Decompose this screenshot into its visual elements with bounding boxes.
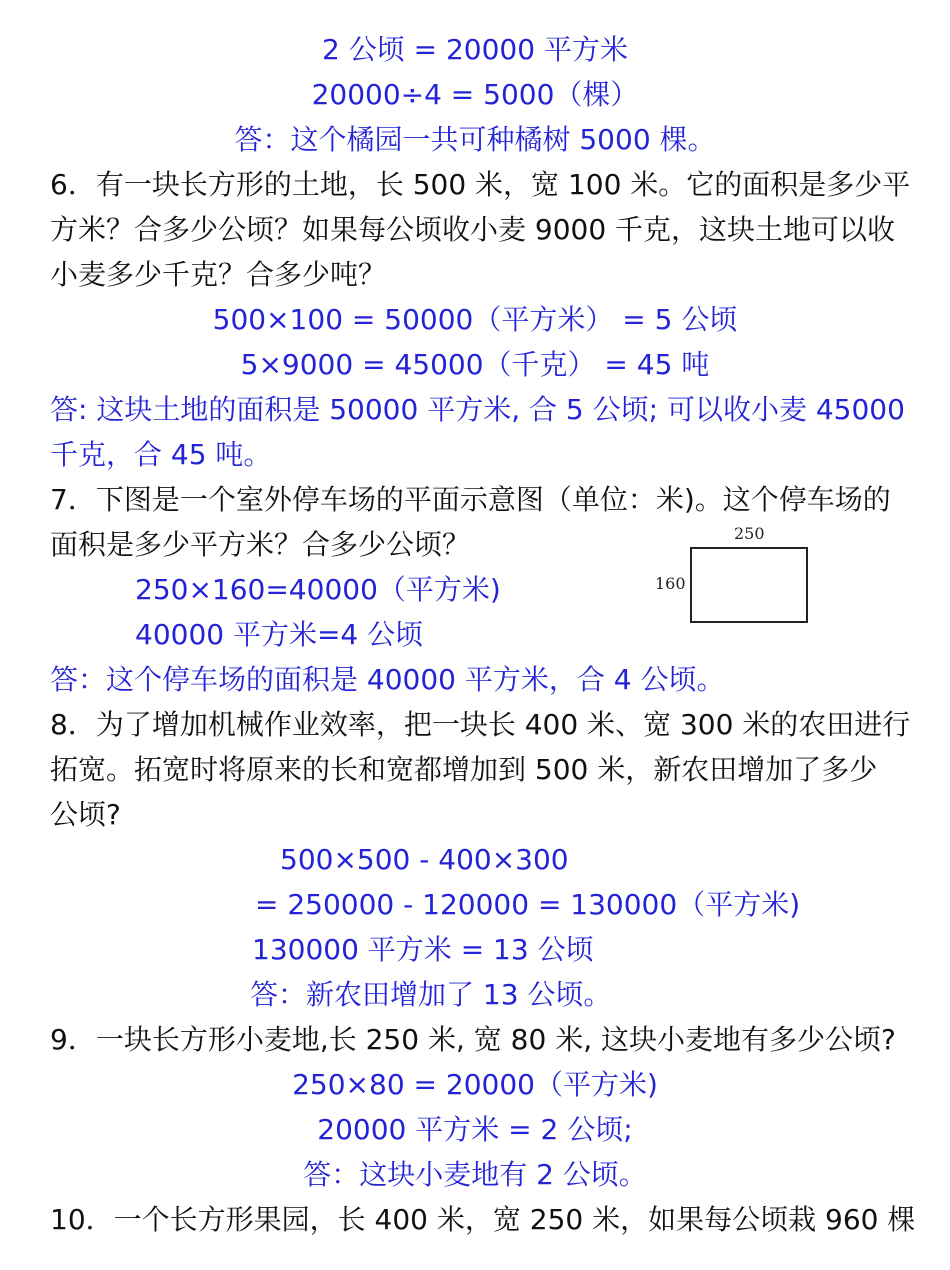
- answer-line: 40000 平方米=4 公顷: [135, 618, 424, 651]
- answer-line: 250×80 = 20000（平方米): [292, 1068, 658, 1101]
- answer-line: 250×160=40000（平方米): [135, 573, 501, 606]
- question-6-text: 方米？合多少公顷？如果每公顷收小麦 9000 千克，这块土地可以收: [50, 213, 896, 246]
- question-7-text: 7．下图是一个室外停车场的平面示意图（单位：米)。这个停车场的: [50, 483, 891, 516]
- answer-statement: 答: 这块土地的面积是 50000 平方米, 合 5 公顷; 可以收小麦 45000: [50, 393, 905, 426]
- answer-line: 2 公顷 = 20000 平方米: [322, 33, 628, 66]
- answer-statement: 答：这个停车场的面积是 40000 平方米，合 4 公顷。: [50, 663, 725, 696]
- question-9-text: 9．一块长方形小麦地,长 250 米, 宽 80 米, 这块小麦地有多少公顷?: [50, 1023, 896, 1056]
- parking-lot-rectangle: [690, 547, 808, 623]
- question-7-text: 面积是多少平方米？合多少公顷？: [50, 528, 471, 561]
- question-8-text: 8．为了增加机械作业效率，把一块长 400 米、宽 300 米的农田进行: [50, 708, 911, 741]
- answer-line: 500×100 = 50000（平方米） = 5 公顷: [212, 303, 738, 336]
- answer-statement: 千克，合 45 吨。: [50, 438, 272, 471]
- parking-lot-diagram: [650, 522, 820, 632]
- answer-statement: 答：这块小麦地有 2 公顷。: [303, 1158, 647, 1191]
- width-label: 250: [734, 524, 765, 543]
- answer-line: 130000 平方米 = 13 公顷: [252, 933, 594, 966]
- question-10-text: 10．一个长方形果园，长 400 米，宽 250 米，如果每公顷栽 960 棵: [50, 1203, 916, 1236]
- question-8-text: 公顷?: [50, 798, 121, 831]
- question-6-text: 6．有一块长方形的土地，长 500 米，宽 100 米。它的面积是多少平: [50, 168, 911, 201]
- answer-line: 5×9000 = 45000（千克） = 45 吨: [240, 348, 710, 381]
- answer-statement: 答：新农田增加了 13 公顷。: [250, 978, 612, 1011]
- answer-line: 500×500 - 400×300: [280, 843, 569, 876]
- question-6-text: 小麦多少千克？合多少吨？: [50, 258, 387, 291]
- height-label: 160: [655, 574, 686, 593]
- answer-line: 20000 平方米 = 2 公顷;: [317, 1113, 633, 1146]
- answer-line: 20000÷4 = 5000（棵）: [311, 78, 639, 111]
- question-8-text: 拓宽。拓宽时将原来的长和宽都增加到 500 米，新农田增加了多少: [50, 753, 878, 786]
- answer-statement: 答：这个橘园一共可种橘树 5000 棵。: [234, 123, 716, 156]
- answer-line: = 250000 - 120000 = 130000（平方米): [255, 888, 801, 921]
